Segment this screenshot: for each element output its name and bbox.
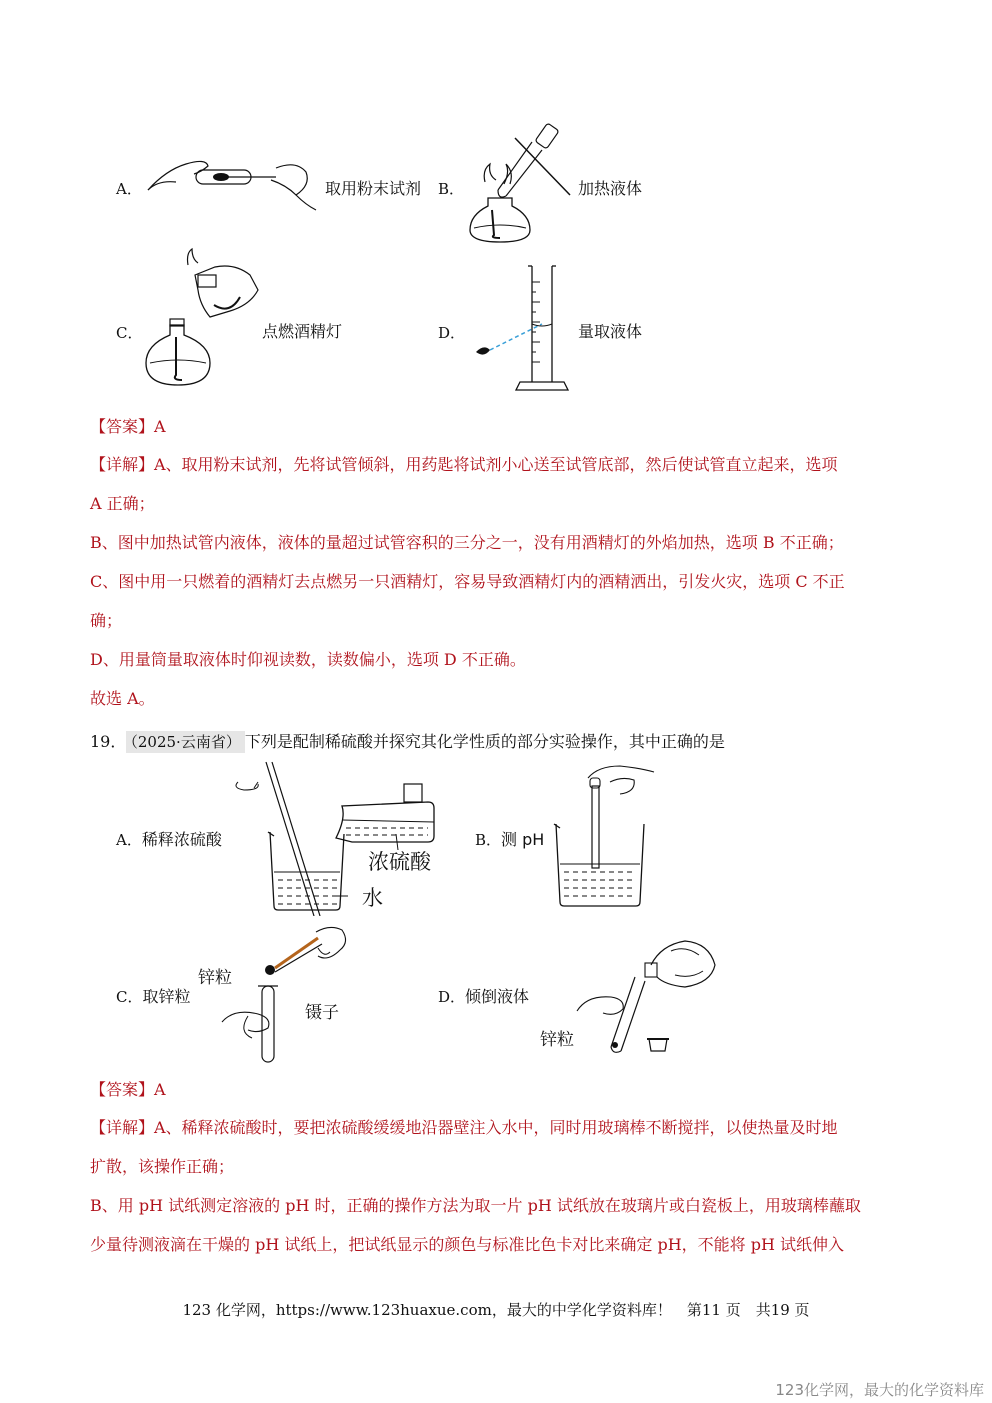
q19-question-text: 下列是配制稀硫酸并探究其化学性质的部分实验操作，其中正确的是 bbox=[244, 732, 725, 751]
q19-figure-label-acid: 浓硫酸 bbox=[368, 850, 431, 874]
q19-option-c-letter: C． bbox=[116, 988, 143, 1006]
watermark-text: 123化学网，最大的化学资料库 bbox=[775, 1381, 984, 1399]
q18-option-c-figure bbox=[140, 245, 265, 390]
q18-option-d-label: 量取液体 bbox=[578, 322, 643, 341]
page-footer: 123 化学网，https://www.123huaxue.com，最大的中学化学资料库！ 第11 页 共19 页 bbox=[182, 1301, 810, 1319]
q18-option-d-figure bbox=[470, 262, 580, 394]
q19-option-b-letter: B． bbox=[475, 831, 502, 849]
q18-option-b-label: 加热液体 bbox=[578, 179, 643, 198]
q19-figure-label-tweezers: 镊子 bbox=[305, 1003, 339, 1023]
q19-source-tag: （2025·云南省） bbox=[126, 731, 244, 753]
q18-detail-line: 故选 A。 bbox=[90, 689, 155, 708]
q19-option-a-letter: A． bbox=[116, 831, 142, 849]
q19-number: 19． bbox=[90, 732, 127, 751]
q18-option-b-figure bbox=[460, 120, 580, 250]
q19-figure-label-water: 水 bbox=[362, 886, 383, 910]
q18-option-c-letter: C． bbox=[116, 324, 143, 342]
q18-option-c-label: 点燃酒精灯 bbox=[262, 322, 343, 341]
q19-option-d bbox=[438, 984, 529, 1007]
q18-detail-line: 【详解】A、取用粉末试剂，先将试管倾斜，用药匙将试剂小心送至试管底部，然后使试管直立起来，选项 bbox=[90, 455, 838, 474]
q19-option-d-letter: D． bbox=[438, 988, 466, 1006]
q18-detail-line: A 正确； bbox=[90, 494, 155, 513]
q19-option-b-figure bbox=[550, 764, 660, 914]
q18-option-d-letter: D． bbox=[438, 324, 466, 342]
q18-detail-line: B、图中加热试管内液体，液体的量超过试管容积的三分之一，没有用酒精灯的外焰加热，选项 B 不正确； bbox=[90, 533, 844, 552]
q19-option-d-figure bbox=[575, 935, 725, 1060]
q19-figure-label-zinc: 锌粒 bbox=[198, 968, 232, 988]
q19-option-a-label: 稀释浓硫酸 bbox=[141, 830, 222, 849]
q18-detail-line: 确； bbox=[90, 611, 123, 630]
q19-detail-line: 扩散，该操作正确； bbox=[90, 1157, 235, 1176]
q18-option-a-letter: A． bbox=[116, 180, 142, 198]
q18-answer: 【答案】A bbox=[90, 417, 166, 436]
q19-stem bbox=[90, 729, 725, 752]
q18-detail-line: D、用量筒量取液体时仰视读数，读数偏小，选项 D 不正确。 bbox=[90, 650, 526, 669]
q18-detail-line: C、图中用一只燃着的酒精灯去点燃另一只酒精灯，容易导致酒精灯内的酒精洒出，引发火灾，选项 C 不正 bbox=[90, 572, 845, 591]
q19-option-c-figure bbox=[218, 922, 358, 1067]
q19-option-c bbox=[116, 984, 191, 1007]
q19-option-d-label: 倾倒液体 bbox=[465, 987, 530, 1006]
q19-option-a bbox=[116, 827, 222, 850]
q19-option-a-figure bbox=[228, 758, 448, 916]
q19-figure-label-zinc-d: 锌粒 bbox=[540, 1030, 574, 1050]
q19-detail-line: 少量待测液滴在干燥的 pH 试纸上，把试纸显示的颜色与标准比色卡对比来确定 pH，不能将 pH 试纸伸入 bbox=[90, 1235, 845, 1254]
q19-option-b-label: 测 pH bbox=[501, 830, 545, 849]
q19-detail-line: 【详解】A、稀释浓硫酸时，要把浓硫酸缓缓地沿器壁注入水中，同时用玻璃棒不断搅拌，以使热量及时地 bbox=[90, 1118, 838, 1137]
q18-option-b-letter: B． bbox=[438, 180, 465, 198]
q19-detail-line: B、用 pH 试纸测定溶液的 pH 时，正确的操作方法为取一片 pH 试纸放在玻璃片或白瓷板上，用玻璃棒蘸取 bbox=[90, 1196, 861, 1215]
q19-option-c-label: 取锌粒 bbox=[142, 987, 191, 1006]
q19-option-b bbox=[475, 827, 544, 850]
q18-option-a-label: 取用粉末试剂 bbox=[325, 179, 422, 198]
q19-answer: 【答案】A bbox=[90, 1080, 166, 1099]
q18-option-a-figure bbox=[146, 150, 326, 220]
